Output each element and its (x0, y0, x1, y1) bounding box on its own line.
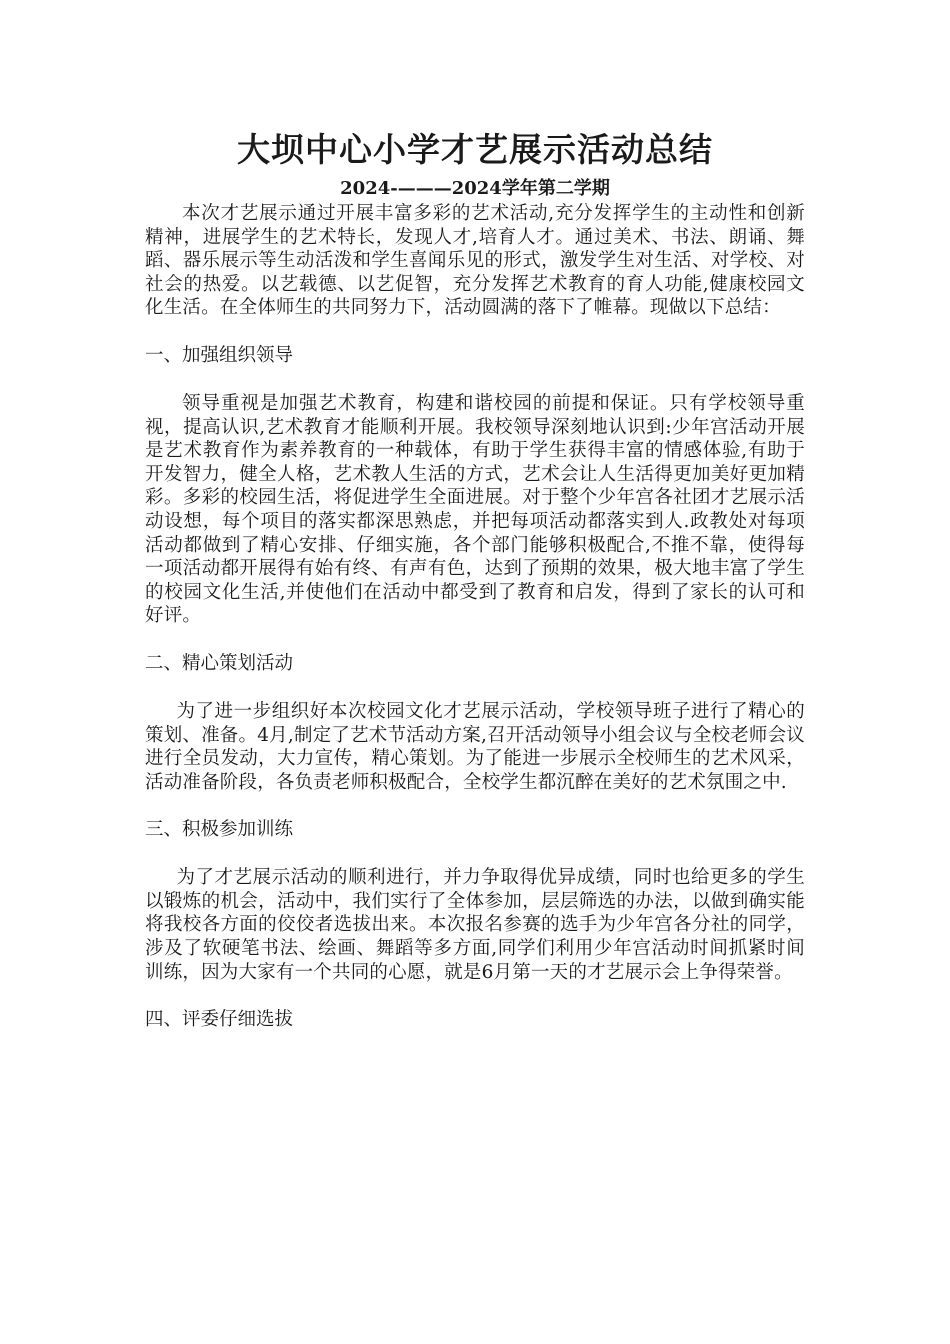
document-subtitle: 2024-———2024学年第二学期 (340, 178, 610, 199)
section-4-heading: 四、评委仔细选拔 (145, 1009, 294, 1031)
section-3-body: 为了才艺展示活动的顺利进行，并力争取得优异成绩，同时也给更多的学生以锻炼的机会，活动中，我们实行了全体参加，层层筛选的办法，以做到确实能将我校各方面的佼佼者选拔出来。本次报名参赛的选手为少年宫各分社的同学，涉及了软硬笔书法、绘画、舞蹈等多方面,同学们利用少年宫活动时间抓紧时间训练，因为大家有一个共同的心愿，就是6月第一天的才艺展示会上争得荣誉。 (145, 867, 805, 983)
section-1-body: 领导重视是加强艺术教育，构建和谐校园的前提和保证。只有学校领导重视，提高认识,艺术教育才能顺利开展。我校领导深刻地认识到:少年宫活动开展是艺术教育作为素养教育的一种载体，有助于学生获得丰富的情感体验,有助于开发智力，健全人格，艺术教人生活的方式，艺术会让人生活得更加美好更加精彩。多彩的校园生活，将促进学生全面进展。对于整个少年宫各社团才艺展示活动设想，每个项目的落实都深思熟虑，并把每项活动都落实到人.政教处对每项活动都做到了精心安排、仔细实施，各个部门能够积极配合,不推不靠，使得每一项活动都开展得有始有终、有声有色，达到了预期的效果，极大地丰富了学生的校园文化生活,并使他们在活动中都受到了教育和启发，得到了家长的认可和好评。 (145, 392, 805, 627)
document-page (145, 128, 805, 1032)
section-3-heading: 三、积极参加训练 (145, 819, 294, 841)
document-title: 大坝中心小学才艺展示活动总结 (237, 130, 713, 169)
section-1-heading: 一、加强组织领导 (145, 344, 294, 366)
intro-paragraph: 本次才艺展示通过开展丰富多彩的艺术活动,充分发挥学生的主动性和创新精神，进展学生的艺术特长，发现人才,培育人才。通过美术、书法、朗诵、舞蹈、器乐展示等生动活泼和学生喜闻乐见的形式，激发学生对生活、对学校、对社会的热爱。以艺载德、以艺促智，充分发挥艺术教育的育人功能,健康校园文化生活。在全体师生的共同努力下，活动圆满的落下了帷幕。现做以下总结： (145, 203, 805, 319)
section-2-body: 为了进一步组织好本次校园文化才艺展示活动，学校领导班子进行了精心的策划、准备。4月,制定了艺术节活动方案,召开活动领导小组会议与全校老师会议进行全员发动，大力宣传，精心策划。为了能进一步展示全校师生的艺术风采，活动准备阶段，各负责老师积极配合，全校学生都沉醉在美好的艺术氛围之中. (145, 700, 805, 793)
section-2-heading: 二、精心策划活动 (145, 652, 294, 674)
